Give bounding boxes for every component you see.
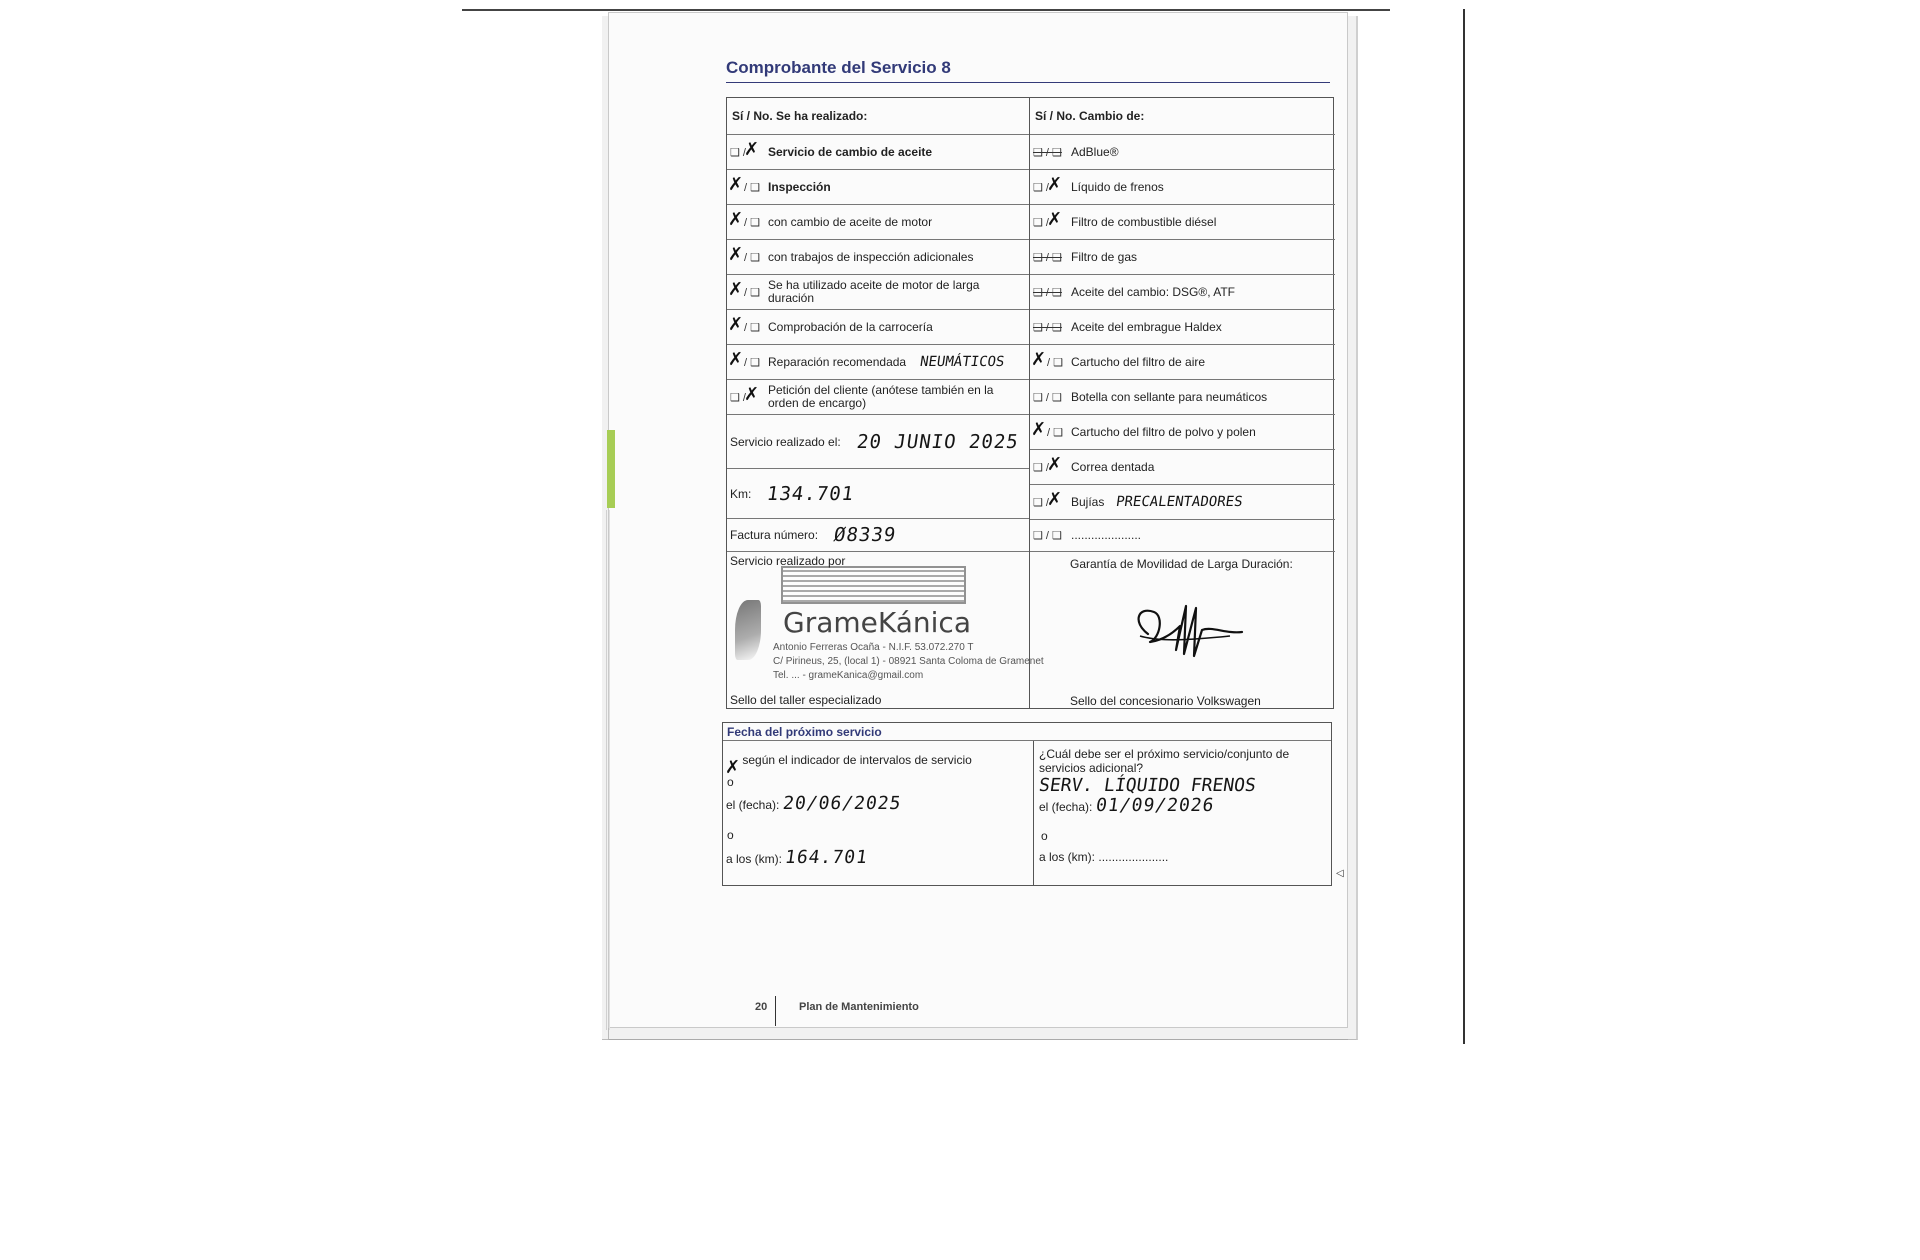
row-label: Comprobación de la carrocería — [768, 319, 933, 334]
right-header: Sí / No. Cambio de: — [1035, 109, 1145, 123]
right-row-gearbox-oil[interactable] — [1030, 274, 1335, 309]
checkbox-pair[interactable]: ❑ / ❑ — [1033, 286, 1062, 299]
checkbox-pair[interactable]: ❑ / ❑ — [1033, 530, 1062, 542]
left-row-longlife-oil[interactable] — [727, 274, 1029, 309]
row-label: Filtro de combustible diésel — [1071, 214, 1217, 229]
row-label: Reparación recomendada — [768, 354, 907, 369]
km-label: Km: — [730, 486, 752, 501]
row-label: Cartucho del filtro de polvo y polen — [1071, 424, 1256, 439]
checkbox-pair[interactable]: ❑ / ❑ — [1033, 251, 1062, 264]
indicator-label: según el indicador de intervalos de servicio — [742, 753, 972, 767]
dealer-stamp-footer: Sello del concesionario Volkswagen — [1070, 694, 1261, 708]
right-row-brake-fluid[interactable] — [1030, 169, 1335, 204]
check-mark: ✗ — [1047, 173, 1063, 195]
row-label: Correa dentada — [1071, 459, 1155, 474]
invoice-label: Factura número: — [730, 528, 819, 542]
footer-section: Plan de Mantenimiento — [799, 1001, 919, 1013]
scan-right-edge — [1463, 9, 1465, 1044]
check-mark: ✗ — [744, 383, 760, 405]
next-service-title: Fecha del próximo servicio — [723, 723, 1331, 741]
left-row-bodywork[interactable] — [727, 309, 1029, 344]
checkbox-pair[interactable]: ✗ / ❑ — [728, 278, 760, 300]
check-mark: ✗ — [744, 138, 760, 160]
checkbox-pair[interactable]: ✗ / ❑ — [728, 208, 760, 230]
page-turn-icon[interactable]: ◁ — [1336, 868, 1344, 879]
left-row-inspection[interactable] — [727, 169, 1029, 204]
checkbox-pair[interactable]: ❑ / ✗ — [1033, 208, 1063, 230]
footer-divider — [775, 996, 776, 1026]
additional-km-label: a los (km): — [1039, 850, 1096, 864]
row-label: Aceite del cambio: DSG®, ATF — [1071, 284, 1236, 299]
check-mark: ✗ — [1047, 208, 1063, 230]
additional-km-field[interactable] — [1039, 850, 1168, 864]
right-row-spark-plugs[interactable] — [1030, 484, 1335, 519]
check-mark: ✗ — [728, 348, 744, 370]
service-date-value: 20 JUNIO 2025 — [855, 430, 1020, 453]
signature — [1130, 592, 1250, 672]
km-field[interactable] — [727, 468, 1029, 518]
row-label: Cartucho del filtro de aire — [1071, 354, 1206, 369]
left-row-additional-inspection[interactable] — [727, 239, 1029, 274]
next-service-answer[interactable] — [1039, 775, 1256, 796]
row-label: Bujías — [1071, 494, 1105, 509]
scan-top-edge — [462, 9, 1390, 11]
checkbox-pair[interactable]: ✗ / ❑ — [728, 348, 760, 370]
next-service-divider — [1033, 741, 1034, 886]
additional-date-label: el (fecha): — [1039, 800, 1093, 814]
right-row-tyre-sealant[interactable] — [1030, 379, 1335, 414]
checkbox-pair[interactable]: ❑ / ✗ — [730, 383, 760, 405]
additional-date-field[interactable] — [1039, 795, 1214, 816]
next-date-value: 20/06/2025 — [781, 793, 903, 814]
left-row-customer-request[interactable] — [727, 379, 1029, 414]
check-mark: ✗ — [1047, 488, 1063, 510]
check-mark: ✗ — [728, 313, 744, 335]
checkbox-pair[interactable]: ✗ / ❑ — [728, 243, 760, 265]
next-km-value: 164.701 — [783, 847, 870, 868]
km-value: 134.701 — [765, 482, 856, 505]
checkbox-pair[interactable]: ✗ / ❑ — [728, 313, 760, 335]
right-row-air-filter[interactable] — [1030, 344, 1335, 379]
check-mark: ✗ — [1047, 453, 1063, 475]
checkbox-pair[interactable]: ✗ / ❑ — [1031, 418, 1063, 440]
checkbox-pair[interactable]: ✗ / ❑ — [1031, 348, 1063, 370]
service-date-field[interactable] — [727, 414, 1029, 468]
page-edges — [606, 510, 610, 1030]
stamp-logo-text: GrameKánica — [783, 606, 971, 639]
title-rule — [726, 82, 1330, 83]
stamp-caption: Servicio realizado por — [730, 554, 846, 568]
check-mark: ✗ — [1031, 348, 1047, 370]
stamp-line-3: Tel. ... - grameKanica@gmail.com — [773, 670, 924, 681]
invoice-value: Ø8339 — [832, 524, 898, 546]
stamp-feather-graphic — [735, 600, 761, 660]
invoice-field[interactable] — [727, 518, 1029, 551]
check-mark: ✗ — [728, 243, 744, 265]
stamp-footer: Sello del taller especializado — [730, 693, 882, 707]
left-row-oil-service[interactable] — [727, 134, 1029, 169]
handwritten-note: PRECALENTADORES — [1115, 494, 1244, 510]
row-label: ..................... — [1071, 528, 1142, 542]
row-label: Servicio de cambio de aceite — [768, 144, 933, 159]
or-separator: o — [727, 828, 734, 842]
row-label: Botella con sellante para neumáticos — [1071, 389, 1268, 404]
page-title: Comprobante del Servicio 8 — [726, 58, 951, 77]
row-label: Petición del cliente (anótese también en la orden de encargo) — [768, 383, 994, 410]
dealer-stamp-cell — [1030, 551, 1335, 710]
handwritten-note: NEUMÁTICOS — [918, 354, 1006, 370]
left-row-oil-change[interactable] — [727, 204, 1029, 239]
row-label: Se ha utilizado aceite de motor de larga duración — [768, 278, 980, 305]
right-row-timing-belt[interactable] — [1030, 449, 1335, 484]
row-label: Líquido de frenos — [1071, 179, 1164, 194]
right-row-pollen-filter[interactable] — [1030, 414, 1335, 449]
next-date-field[interactable] — [726, 793, 901, 814]
check-mark: ✗ — [728, 173, 744, 195]
next-service-answer-value: SERV. LÍQUIDO FRENOS — [1037, 775, 1258, 796]
page-number: 20 — [755, 1001, 768, 1013]
checkbox-pair[interactable]: ❑ / ✗ — [730, 138, 760, 160]
workshop-stamp-cell — [727, 551, 1044, 710]
checkbox-pair[interactable]: ❑ / ❑ — [1033, 391, 1062, 404]
left-row-recommended-repair[interactable] — [727, 344, 1029, 379]
check-mark: ✗ — [1031, 418, 1047, 440]
checkbox-pair[interactable]: ❑ / ❑ — [1033, 321, 1062, 334]
or-separator: o — [727, 775, 734, 789]
service-form — [726, 97, 1334, 709]
checkbox-pair[interactable]: ❑ / ✗ — [1033, 453, 1063, 475]
check-mark: ✗ — [728, 278, 744, 300]
green-tab — [607, 430, 615, 508]
service-date-label: Servicio realizado el: — [730, 434, 841, 449]
row-label: AdBlue® — [1071, 144, 1119, 159]
row-label: Inspección — [768, 179, 831, 194]
additional-km-value: ..................... — [1098, 850, 1169, 864]
right-row-gas-filter[interactable] — [1030, 239, 1335, 274]
next-date-label: el (fecha): — [726, 798, 780, 812]
check-mark: ✗ — [725, 757, 741, 778]
right-row-diesel-filter[interactable] — [1030, 204, 1335, 239]
next-service-box — [722, 722, 1332, 886]
row-label: con cambio de aceite de motor — [768, 214, 933, 229]
row-label: Aceite del embrague Haldex — [1071, 319, 1222, 334]
next-km-label: a los (km): — [726, 852, 783, 866]
right-row-haldex-oil[interactable] — [1030, 309, 1335, 344]
stamp-line-2: C/ Pirineus, 25, (local 1) - 08921 Santa Coloma de Gramenet — [773, 656, 1044, 667]
additional-date-value: 01/09/2026 — [1094, 795, 1216, 816]
or-separator: o — [1041, 829, 1048, 843]
next-km-field[interactable] — [726, 847, 868, 868]
row-label: Filtro de gas — [1071, 249, 1138, 264]
checkbox-pair[interactable]: ❑ / ❑ — [1033, 146, 1062, 159]
row-label: con trabajos de inspección adicionales — [768, 249, 974, 264]
checkbox-pair[interactable]: ✗ / ❑ — [728, 173, 760, 195]
checkbox-pair[interactable]: ❑ / ✗ — [1033, 488, 1063, 510]
right-row-blank[interactable] — [1030, 519, 1335, 551]
workshop-stamp — [733, 560, 1044, 681]
next-service-question: ¿Cuál debe ser el próximo servicio/conjunto de servicios adicional? — [1039, 747, 1290, 775]
check-mark: ✗ — [728, 208, 744, 230]
stamp-logo-graphic — [781, 566, 966, 604]
right-row-adblue[interactable] — [1030, 134, 1335, 169]
checkbox-pair[interactable]: ❑ / ✗ — [1033, 173, 1063, 195]
stamp-line-1: Antonio Ferreras Ocaña - N.I.F. 53.072.270 T — [773, 642, 974, 653]
guarantee-caption: Garantía de Movilidad de Larga Duración: — [1070, 557, 1293, 571]
left-header: Sí / No. Se ha realizado: — [732, 109, 868, 123]
indicator-option[interactable] — [725, 753, 972, 778]
